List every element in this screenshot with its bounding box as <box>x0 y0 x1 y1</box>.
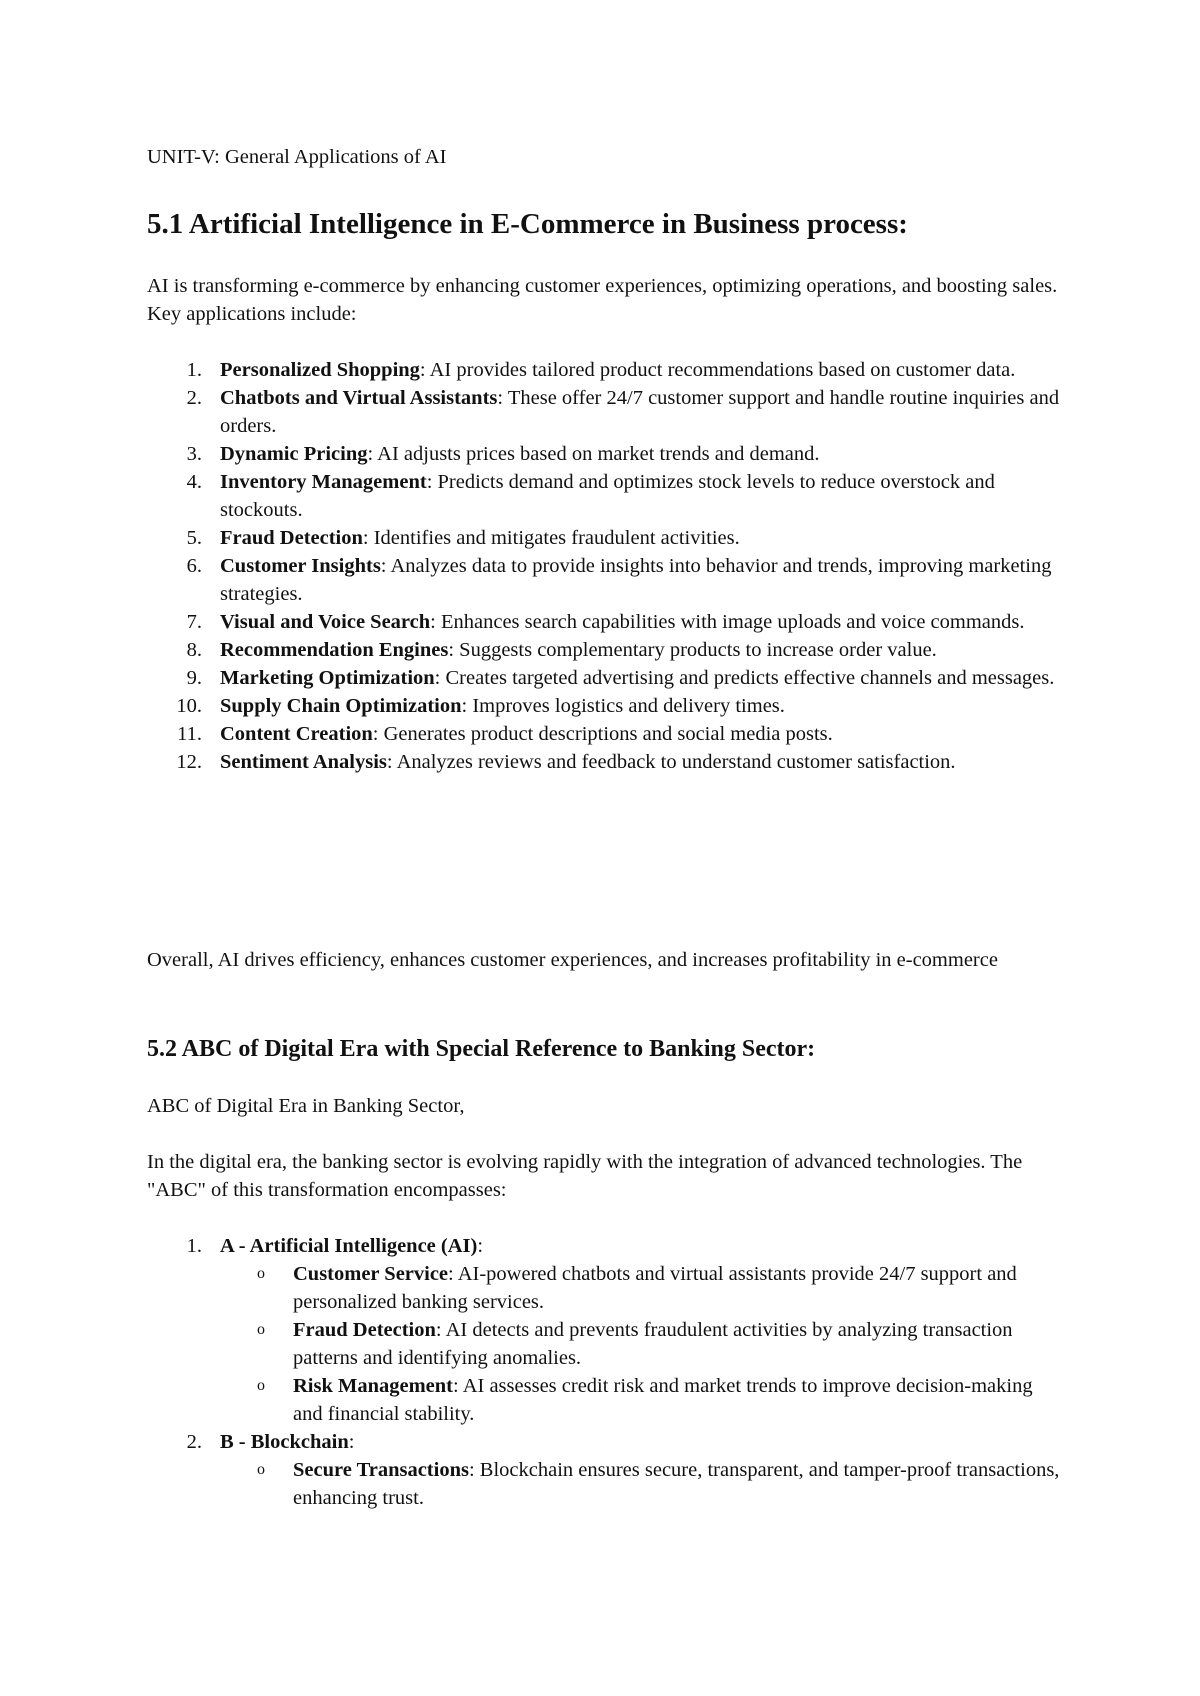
ai-sublist <box>220 1260 1067 1428</box>
section-1-conclusion: Overall, AI drives efficiency, enhances customer experiences, and increases profitability in e-commerce <box>147 949 998 971</box>
list-item: 11. Content Creation: Generates product descriptions and social media posts. <box>177 723 833 745</box>
section-2-intro: In the digital era, the banking sector is evolving rapidly with the integration of advanced technologies. The "ABC" of this transformation encompasses: <box>147 1151 1023 1201</box>
bullet-icon: o <box>257 1377 265 1394</box>
list-item: 8. Recommendation Engines: Suggests complementary products to increase order value. <box>186 639 937 661</box>
ecommerce-applications-list <box>147 356 1067 776</box>
abc-list <box>147 1232 1067 1512</box>
section-2-subtitle: ABC of Digital Era in Banking Sector, <box>147 1095 465 1117</box>
section-1-heading: 5.1 Artificial Intelligence in E-Commerce in Business process: <box>147 208 908 240</box>
bullet-icon: o <box>257 1265 265 1282</box>
list-item: 1. Personalized Shopping: AI provides tailored product recommendations based on customer data. <box>186 359 1016 381</box>
list-item: 1. A - Artificial Intelligence (AI): o Customer Service: AI-powered chatbots and virtual assistants provide 24/7 support and personalized banking services. o Fraud Detection: AI detects and prevents fraudulent activities by analyzing transaction patterns and identifying anomalies. o Risk Management: AI assesses credit risk and market trends to improve decision-making and financial stability. <box>147 1232 1067 1428</box>
sublist-item: o Fraud Detection: AI detects and prevents fraudulent activities by analyzing transaction patterns and identifying anomalies. <box>220 1316 1067 1372</box>
list-item: 5. Fraud Detection: Identifies and mitigates fraudulent activities. <box>186 527 740 549</box>
list-item: 7. Visual and Voice Search: Enhances search capabilities with image uploads and voice commands. <box>186 611 1025 633</box>
blockchain-sublist <box>220 1456 1067 1512</box>
sublist-item: o Customer Service: AI-powered chatbots and virtual assistants provide 24/7 support and personalized banking services. <box>220 1260 1067 1316</box>
list-item: 2. B - Blockchain: o Secure Transactions: Blockchain ensures secure, transparent, and tamper-proof transactions, enhancing trust. <box>147 1428 1067 1512</box>
section-2-heading: 5.2 ABC of Digital Era with Special Reference to Banking Sector: <box>147 1036 816 1062</box>
sublist-item: o Risk Management: AI assesses credit risk and market trends to improve decision-making and financial stability. <box>220 1372 1067 1428</box>
list-item: 4. Inventory Management: Predicts demand and optimizes stock levels to reduce overstock and stockouts. <box>186 471 995 521</box>
list-item: 6. Customer Insights: Analyzes data to provide insights into behavior and trends, improving marketing strategies. <box>186 555 1052 605</box>
list-item: 3. Dynamic Pricing: AI adjusts prices based on market trends and demand. <box>186 443 820 465</box>
bullet-icon: o <box>257 1321 265 1338</box>
list-item: 9. Marketing Optimization: Creates targeted advertising and predicts effective channels and messages. <box>186 667 1055 689</box>
section-1-intro: AI is transforming e-commerce by enhancing customer experiences, optimizing operations, and boosting sales. Key applications include: <box>147 275 1058 325</box>
bullet-icon: o <box>257 1461 265 1478</box>
list-item: 12. Sentiment Analysis: Analyzes reviews and feedback to understand customer satisfaction. <box>176 751 956 773</box>
unit-title: UNIT-V: General Applications of AI <box>147 146 447 168</box>
list-item: 2. Chatbots and Virtual Assistants: These offer 24/7 customer support and handle routine inquiries and orders. <box>186 387 1060 437</box>
list-item: 10. Supply Chain Optimization: Improves logistics and delivery times. <box>176 695 785 717</box>
sublist-item: o Secure Transactions: Blockchain ensures secure, transparent, and tamper-proof transactions, enhancing trust. <box>220 1456 1067 1512</box>
